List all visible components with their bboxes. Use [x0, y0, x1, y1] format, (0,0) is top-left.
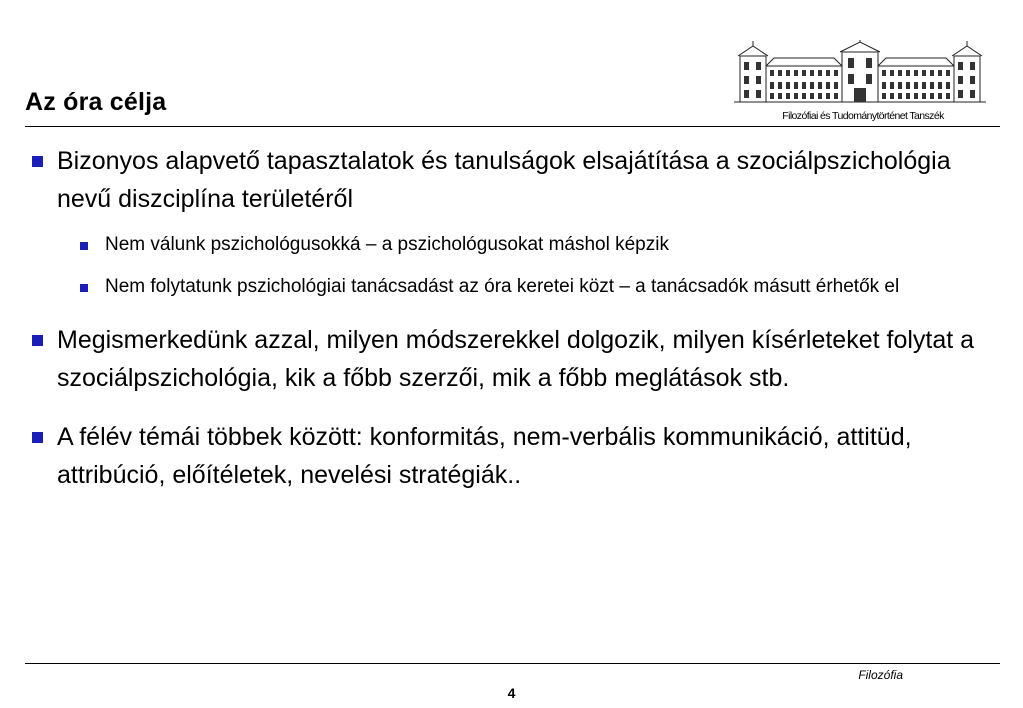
bullet-item	[30, 321, 1005, 397]
building-illustration	[734, 40, 986, 106]
bullet-text: A félév témái többek között: konformitás, nem-verbális kommunikáció, attitüd, attribúció, előítéletek, nevelési stratégiák..	[57, 423, 912, 489]
bullet-list	[30, 142, 1005, 494]
square-bullet-icon	[80, 242, 88, 250]
sub-bullet-text: Nem folytatunk pszichológiai tanácsadást az óra keretei közt – a tanácsadók másutt érhetők el	[105, 276, 900, 297]
footer-divider	[25, 663, 1000, 664]
square-bullet-icon	[32, 432, 43, 443]
footer-label: Filozófia	[858, 668, 903, 682]
square-bullet-icon	[32, 335, 43, 346]
sub-bullet-item	[30, 272, 1005, 301]
square-bullet-icon	[80, 284, 88, 292]
bullet-text: Megismerkedünk azzal, milyen módszerekkel dolgozik, milyen kísérleteket folytat a szociálpszichológia, kik a főbb szerzői, mik a főbb meglátások stb.	[57, 326, 975, 392]
sub-bullet-item	[30, 230, 1005, 259]
square-bullet-icon	[32, 156, 43, 167]
bullet-text: Bizonyos alapvető tapasztalatok és tanulságok elsajátítása a szociálpszichológia nevű diszciplína területéről	[57, 147, 951, 213]
bullet-item	[30, 142, 1005, 218]
university-logo	[730, 40, 990, 128]
sub-bullet-text: Nem válunk pszichológusokká – a pszichológusokat máshol képzik	[105, 234, 669, 255]
bullet-item	[30, 418, 1005, 494]
page-number: 4	[507, 685, 516, 701]
department-name: Filozófiai és Tudománytörténet Tanszék	[782, 110, 944, 122]
slide-title: Az óra célja	[25, 88, 167, 116]
